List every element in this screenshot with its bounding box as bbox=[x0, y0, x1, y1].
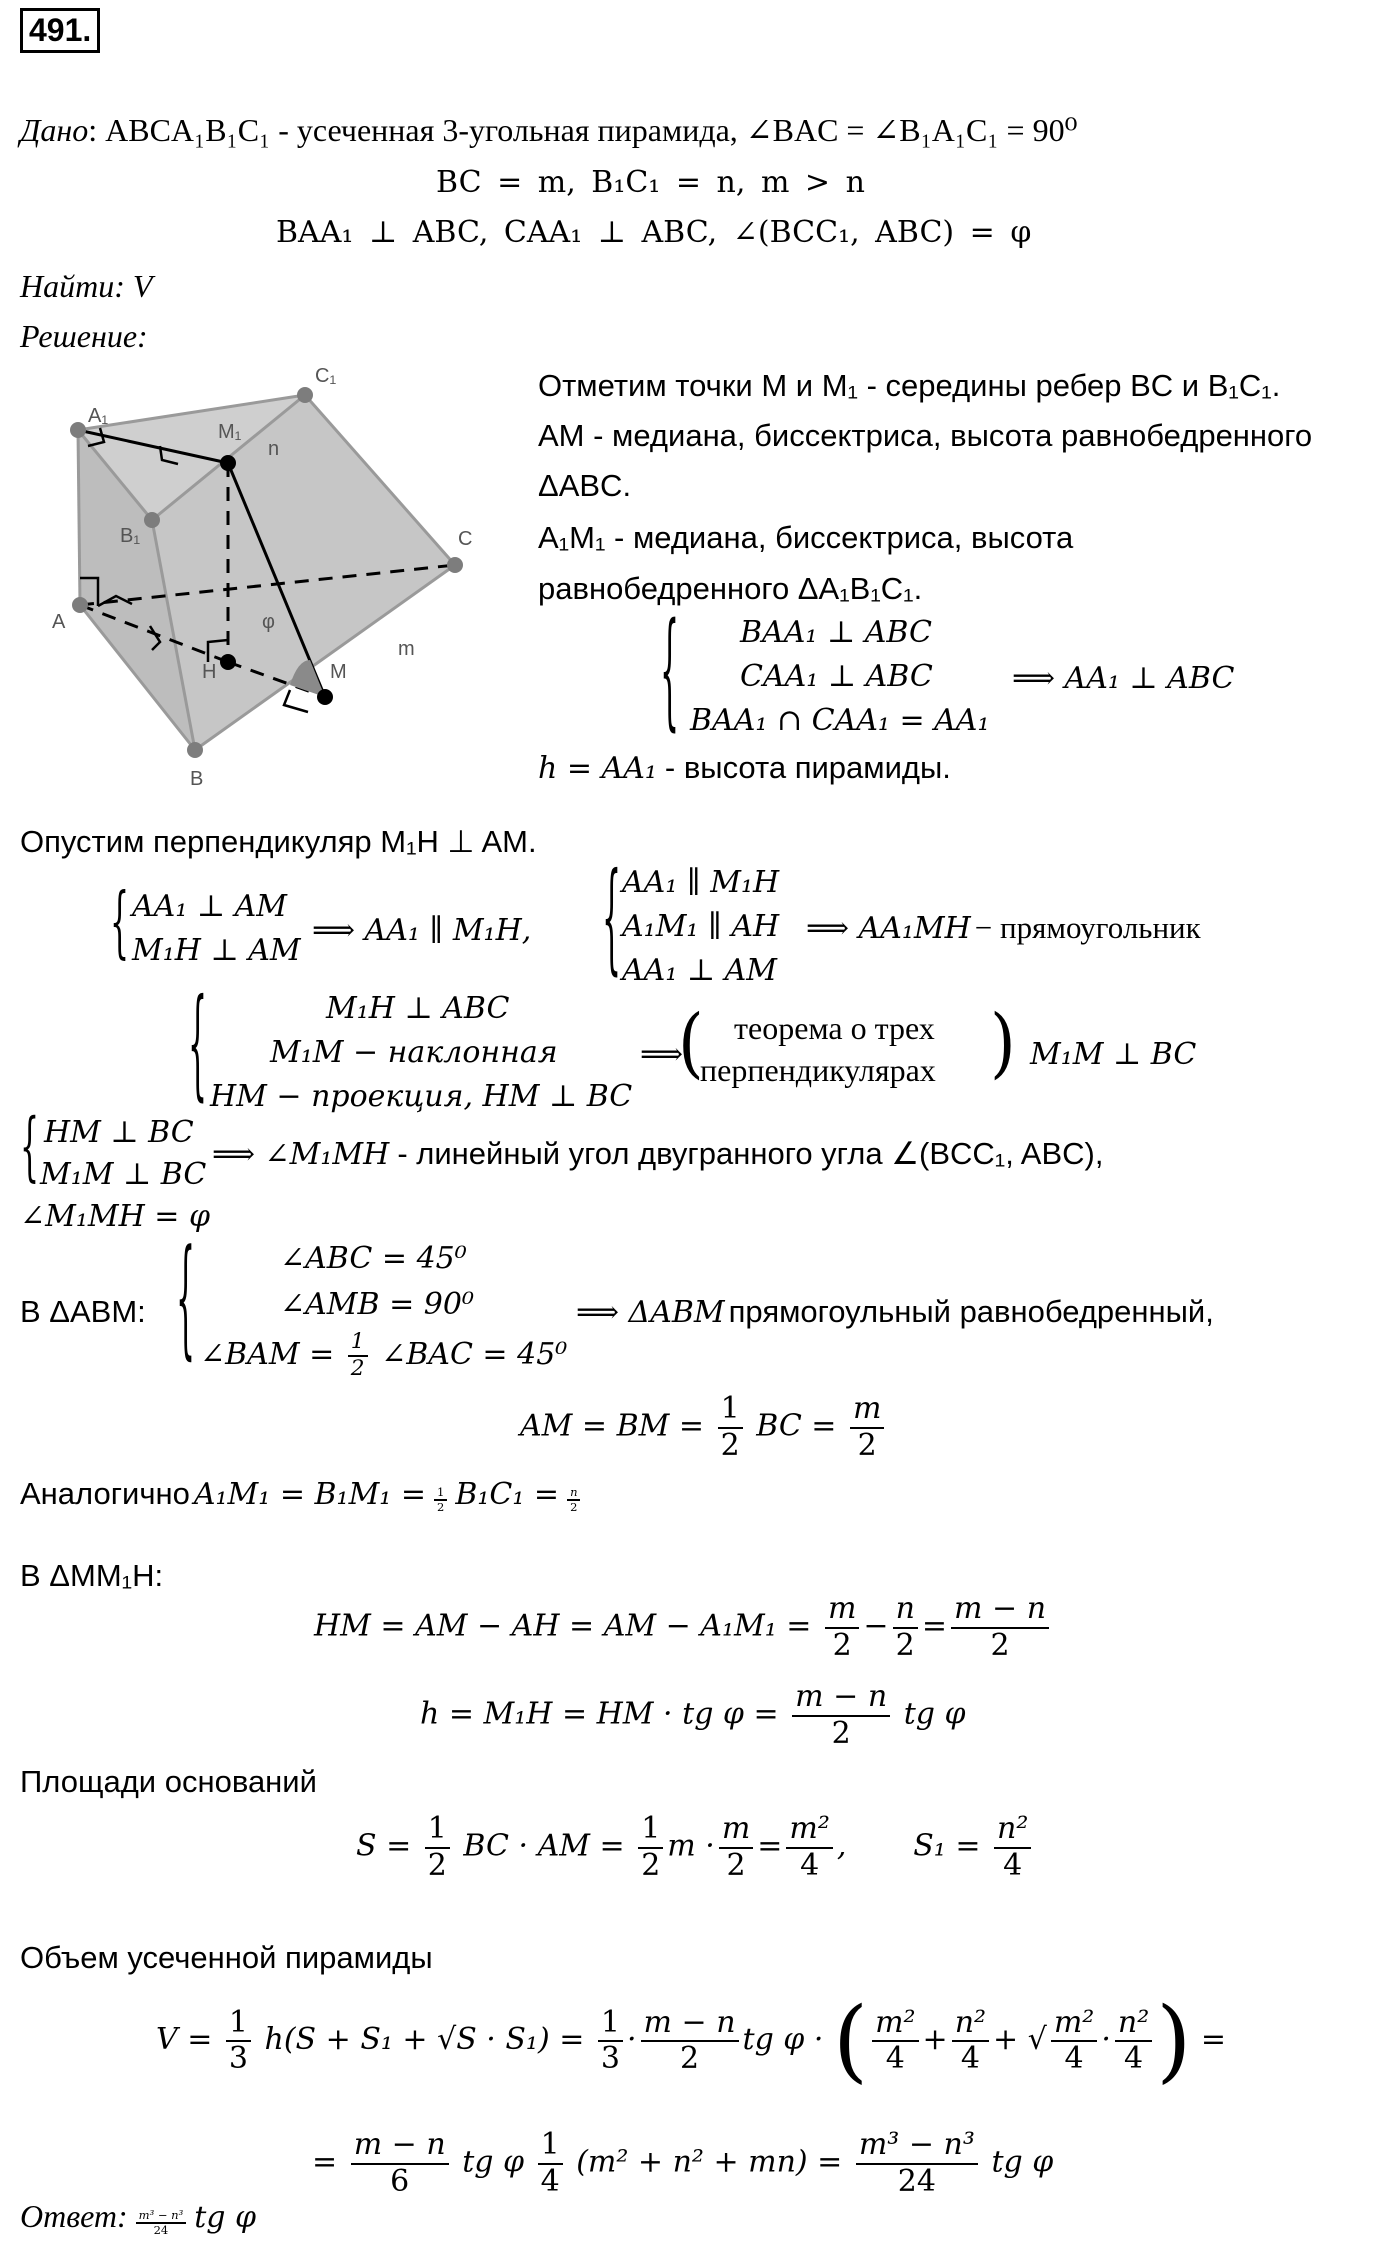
label-c: C bbox=[458, 528, 473, 550]
volume-label: Объем усеченной пирамиды bbox=[20, 1940, 433, 1975]
sysB-line-1: AA₁ ∥ M₁H bbox=[622, 865, 780, 900]
label-m1: M₁ bbox=[218, 421, 242, 443]
system-brace-b: { bbox=[602, 850, 622, 990]
s-equation: S = $\frac{1}{2}$ BC · AM = $\frac{1}{2}$ m · $\frac{m}{2}$ = $\frac{\text{m²}}{4}$ , S₁ = $\frac{\text{n²}}{4}$ bbox=[356, 1812, 1035, 1883]
angle-eq: ∠M₁MH = φ bbox=[20, 1199, 210, 1234]
point-m bbox=[317, 689, 333, 705]
sysB-line-2: A₁M₁ ∥ AH bbox=[622, 909, 780, 944]
sysA-line-1: AA₁ ⊥ AM bbox=[132, 889, 288, 924]
find-line: Найти: V bbox=[20, 268, 153, 304]
intro-line-4: A₁M₁ - медиана, биссектриса, высота bbox=[538, 520, 1074, 555]
point-h bbox=[220, 654, 236, 670]
frustum-figure bbox=[40, 360, 510, 800]
h-equation: h = M₁H = HM · tg φ = $\frac{m - n}{2}$ tg φ bbox=[420, 1679, 966, 1751]
find-value: V bbox=[132, 268, 153, 304]
system-brace-1: { bbox=[660, 599, 680, 747]
mm1h-label: В ΔMM₁H: bbox=[20, 1558, 164, 1593]
sysC-line-2: M₁M − наклонная bbox=[270, 1035, 558, 1070]
sysE-line-1: ∠ABC = 45⁰ bbox=[280, 1241, 467, 1276]
label-phi: φ bbox=[262, 611, 275, 633]
given-line: Дано: ABCA₁B₁C₁ - усеченная 3-угольная пирамида, ∠BAC = ∠B₁A₁C₁ = 90⁰ bbox=[20, 112, 1078, 148]
label-h: H bbox=[202, 661, 217, 683]
point-m1 bbox=[220, 455, 236, 471]
sysE-result: ⟹ ΔABM прямогоульный равнобедренный, bbox=[576, 1294, 1214, 1330]
given-line-2: BC = m, B₁C₁ = n, m > n bbox=[436, 165, 865, 200]
hm-equation: HM = AM − AH = AM − A₁M₁ = $\frac{m}{2}$ − $\frac{n}{2}$ = $\frac{m - n}{2}$ bbox=[314, 1592, 1053, 1663]
given-label: Дано bbox=[20, 112, 89, 148]
point-a bbox=[72, 597, 88, 613]
intro-line-5: равнобедренного ΔA₁B₁C₁. bbox=[538, 571, 923, 606]
height-text: - высота пирамиды. bbox=[664, 750, 951, 785]
point-b1 bbox=[144, 512, 160, 528]
sysD-result: ⟹ ∠M₁MH - линейный угол двугранного угла ∠(BCC₁, ABC), bbox=[212, 1136, 1104, 1172]
sys1-line-1: BAA₁ ⊥ ABC bbox=[740, 615, 932, 650]
system-brace-d: { bbox=[20, 1104, 40, 1192]
sysD-line-2: M₁M ⊥ BC bbox=[40, 1157, 207, 1192]
height-line bbox=[538, 752, 951, 784]
system-brace-a: { bbox=[110, 878, 130, 970]
find-label: Найти bbox=[20, 268, 115, 304]
label-n: n bbox=[268, 438, 280, 460]
sysA-line-2: M₁H ⊥ AM bbox=[132, 933, 301, 968]
abm-label: В ΔABM: bbox=[20, 1294, 146, 1329]
sysC-line-3: HM − проекция, HM ⊥ BC bbox=[210, 1079, 633, 1114]
point-a1 bbox=[70, 422, 86, 438]
sysE-line-2: ∠AMB = 90⁰ bbox=[280, 1287, 474, 1322]
theorem-paren-left: ( bbox=[678, 998, 704, 1087]
sysE-line-3: ∠BAM = $\frac{1}{2}$ ∠BAC = 45⁰ bbox=[200, 1329, 568, 1381]
point-b bbox=[187, 742, 203, 758]
intro-line-3: ΔABC. bbox=[538, 468, 632, 503]
problem-number: 491. bbox=[20, 8, 100, 53]
sysA-result: ⟹ AA₁ ∥ M₁H, bbox=[312, 913, 532, 948]
point-c1 bbox=[297, 387, 313, 403]
intro-line-2: AM - медиана, биссектриса, высота равнобедренного bbox=[538, 418, 1313, 453]
am-equation: AM = BM = $\frac{1}{2}$ BC = $\frac{m}{2}$ bbox=[520, 1392, 888, 1463]
solution-label: Решение: bbox=[20, 318, 148, 354]
label-b1: B₁ bbox=[120, 525, 141, 547]
label-a1: A₁ bbox=[88, 405, 109, 427]
system-brace-e: { bbox=[176, 1225, 196, 1376]
theorem-line-2: перпендикулярах bbox=[700, 1052, 936, 1088]
sysC-line-1: M₁H ⊥ ABC bbox=[326, 991, 510, 1026]
v-equation: V = $\frac{1}{3}$ h(S + S₁ + √S · S₁) = $\frac{1}{3}$ · $\frac{m - n}{2}$ tg φ · ( $\frac{\text{m²}}{4}$ + $\frac{\text{n²}}{4}$ + √ $\frac{\text{m²}}{4}$ · $\frac{\text{n²}}{4}$ ) = bbox=[156, 1988, 1227, 2093]
label-m-point: M bbox=[330, 661, 347, 683]
answer-line: Ответ: $\frac{\text{m³ − n³}}{24}$ tg φ bbox=[20, 2198, 257, 2238]
sysC-result: M₁M ⊥ BC bbox=[1030, 1037, 1197, 1072]
label-m-edge: m bbox=[398, 638, 415, 660]
v-equation-2: = $\frac{m - n}{6}$ tg φ $\frac{1}{4}$ (m² + n² + mn) = $\frac{\text{m³ − n³}}{24}$ tg φ bbox=[312, 2127, 1054, 2199]
height-eq: h = AA₁ bbox=[538, 751, 657, 786]
bases-label: Площади оснований bbox=[20, 1764, 317, 1799]
system-brace-c: { bbox=[188, 976, 208, 1116]
sys1-line-3: BAA₁ ∩ CAA₁ = AA₁ bbox=[690, 703, 990, 738]
sysB-result: ⟹ AA₁MH − прямоугольник bbox=[806, 910, 1201, 946]
given-statement: ABCA₁B₁C₁ - усеченная 3-угольная пирамида, ∠BAC = ∠B₁A₁C₁ = 90⁰ bbox=[105, 112, 1078, 148]
label-b: B bbox=[190, 768, 204, 790]
analog-line: Аналогично A₁M₁ = B₁M₁ = $\frac{1}{2}$ B₁C₁ = $\frac{n}{2}$ bbox=[20, 1478, 584, 1515]
right-angle-m bbox=[284, 690, 308, 712]
sysD-line-1: HM ⊥ BC bbox=[44, 1115, 194, 1150]
perp-line: Опустим перпендикуляр M₁H ⊥ AM. bbox=[20, 824, 537, 859]
intro-line-1: Отметим точки M и M₁ - середины ребер BC и B₁C₁. bbox=[538, 368, 1281, 403]
theorem-paren-right: ) bbox=[990, 998, 1016, 1087]
given-line-3: BAA₁ ⊥ ABC, CAA₁ ⊥ ABC, ∠(BCC₁, ABC) = φ bbox=[276, 215, 1032, 250]
label-c1: C₁ bbox=[315, 365, 337, 387]
label-a: A bbox=[52, 611, 66, 633]
sys1-line-2: CAA₁ ⊥ ABC bbox=[740, 659, 933, 694]
sysB-line-3: AA₁ ⊥ AM bbox=[622, 953, 778, 988]
edge-aa1 bbox=[78, 430, 80, 605]
point-c bbox=[447, 557, 463, 573]
sys1-result: ⟹ AA₁ ⊥ ABC bbox=[1012, 661, 1235, 696]
theorem-line-1: теорема о трех bbox=[734, 1010, 935, 1046]
sysC-arrow: ⟹ bbox=[640, 1037, 684, 1072]
